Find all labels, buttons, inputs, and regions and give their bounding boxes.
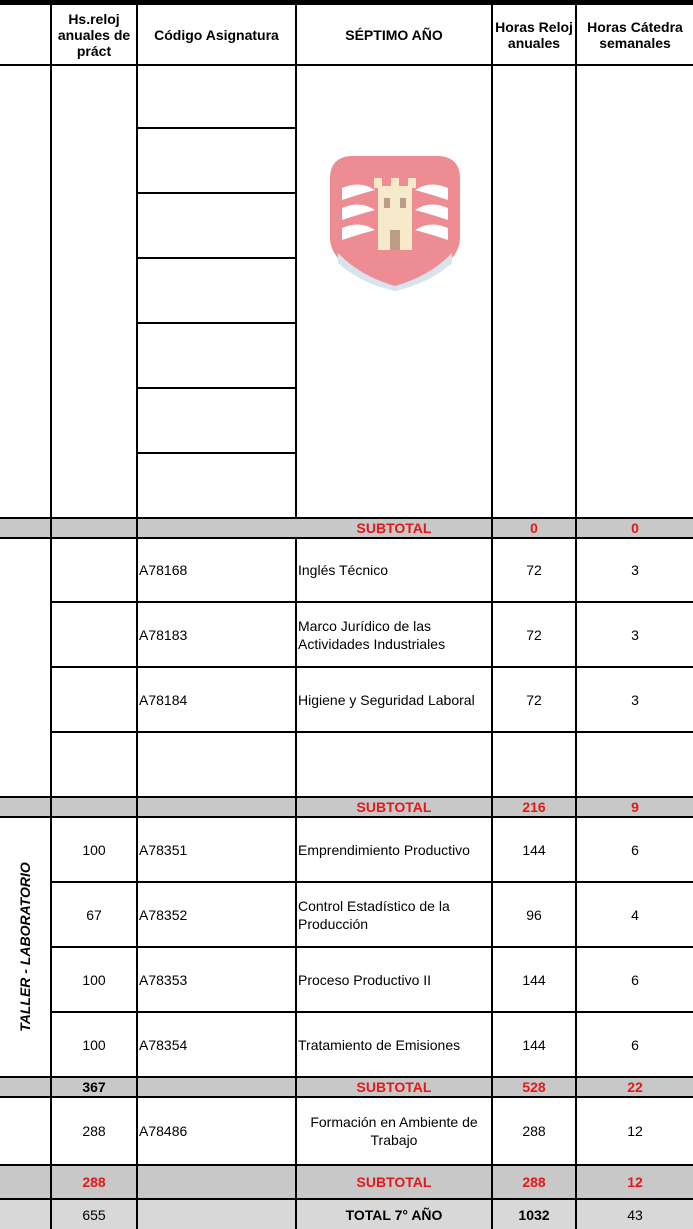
city-coat-of-arms-icon (320, 148, 470, 293)
total-annual-hours: 1032 (518, 1206, 550, 1223)
subject-code: A78168 (139, 562, 188, 578)
practice-hours: 288 (82, 1123, 106, 1139)
subject-name: Proceso Productivo II (298, 971, 432, 988)
row-divider (136, 192, 296, 194)
practice-hours: 100 (82, 971, 106, 988)
header-subject-code: Código Asignatura (154, 26, 279, 43)
weekly-hours: 6 (631, 971, 639, 988)
weekly-hours: 3 (631, 562, 639, 578)
row-divider (136, 452, 296, 454)
total-label: TOTAL 7° AÑO (345, 1206, 443, 1223)
header-weekly-hours: Horas Cátedra semanales (587, 18, 683, 51)
subject-code: A78353 (139, 971, 188, 988)
section-side-label (0, 818, 50, 1076)
total-weekly-hours: 43 (627, 1206, 643, 1223)
annual-hours: 144 (522, 841, 546, 858)
annual-hours: 72 (526, 691, 542, 708)
annual-hours: 72 (526, 562, 542, 578)
header-year: SÉPTIMO AÑO (345, 26, 443, 43)
annual-hours: 72 (526, 626, 542, 643)
weekly-hours: 6 (631, 1036, 639, 1053)
subject-code: A78184 (139, 691, 188, 708)
subtotal-practice-hours: 367 (82, 1079, 106, 1095)
practice-hours: 67 (86, 906, 102, 923)
annual-hours: 96 (526, 906, 542, 923)
row-divider (136, 127, 296, 129)
subject-code: A78351 (139, 841, 188, 858)
row-divider (50, 731, 693, 733)
subtotal-label: SUBTOTAL (356, 799, 432, 815)
annual-hours: 144 (522, 1036, 546, 1053)
subject-name: Emprendimiento Productivo (298, 841, 470, 858)
subject-name: Marco Jurídico de las Actividades Industriales (298, 617, 446, 652)
header-annual-hours: Horas Reloj anuales (495, 18, 573, 51)
subtotal-annual-hours: 288 (522, 1174, 546, 1190)
row-divider (136, 257, 296, 259)
subtotal-annual-hours: 0 (530, 520, 538, 536)
header-practice-hours: Hs.reloj anuales de práct (57, 10, 131, 59)
subject-code: A78354 (139, 1036, 188, 1053)
subtotal-weekly-hours: 0 (631, 520, 639, 536)
subtotal-weekly-hours: 12 (627, 1174, 643, 1190)
weekly-hours: 12 (627, 1123, 643, 1139)
weekly-hours: 6 (631, 841, 639, 858)
weekly-hours: 4 (631, 906, 639, 923)
subtotal-weekly-hours: 22 (627, 1079, 643, 1095)
subject-name: Tratamiento de Emisiones (298, 1036, 461, 1053)
annual-hours: 144 (522, 971, 546, 988)
subtotal-annual-hours: 216 (522, 799, 546, 815)
row-divider (136, 322, 296, 324)
subject-code: A78183 (139, 626, 188, 643)
section-side-label-text: TALLER - LABORATORIO (17, 862, 34, 1032)
column-divider (295, 0, 297, 518)
subtotal-label: SUBTOTAL (356, 1174, 432, 1190)
weekly-hours: 3 (631, 626, 639, 643)
practice-hours: 100 (82, 1036, 106, 1053)
annual-hours: 288 (522, 1123, 546, 1139)
subject-name: Higiene y Seguridad Laboral (298, 691, 475, 708)
subject-name: Formación en Ambiente de Trabajo (310, 1114, 478, 1148)
row-divider (0, 64, 693, 66)
subtotal-label: SUBTOTAL (356, 520, 432, 536)
subtotal-annual-hours: 528 (522, 1079, 546, 1095)
subject-code: A78486 (139, 1123, 188, 1139)
subtotal-label: SUBTOTAL (356, 1079, 432, 1095)
subject-code: A78352 (139, 906, 188, 923)
subtotal-weekly-hours: 9 (631, 799, 639, 815)
weekly-hours: 3 (631, 691, 639, 708)
subtotal-practice-hours: 288 (82, 1174, 106, 1190)
subject-name: Control Estadístico de la Producción (298, 897, 450, 932)
subject-name: Inglés Técnico (298, 562, 389, 578)
total-practice-hours: 655 (82, 1206, 106, 1223)
row-divider (136, 387, 296, 389)
practice-hours: 100 (82, 841, 106, 858)
